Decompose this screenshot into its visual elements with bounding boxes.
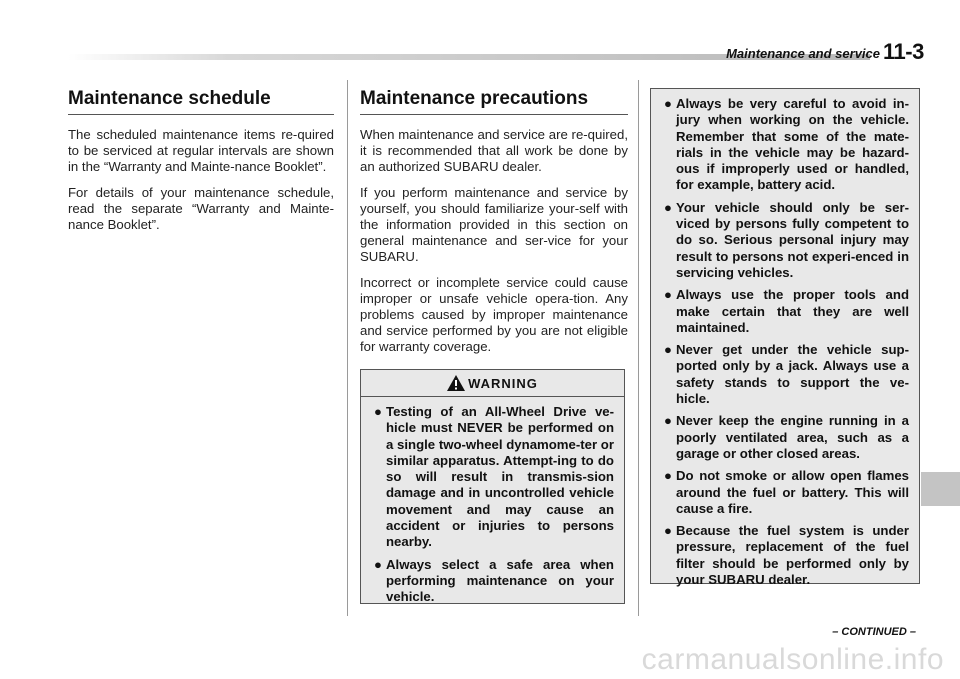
list-item-text: Always be very careful to avoid in-jury when working on the vehicle. Remember that some of the mate-rials in the vehicle may be hazard-ous if improperly used or handled, for example, battery acid. [676, 96, 909, 193]
watermark: carmanualsonline.info [641, 643, 944, 676]
warning-triangle-icon [447, 375, 465, 391]
section-heading: Maintenance precautions [360, 88, 628, 115]
warning-continued-box [650, 88, 920, 588]
bullet-icon: ● [664, 342, 672, 358]
list-item-text: Your vehicle should only be ser-viced by persons fully competent to do so. Serious personal injury may result to persons not experi-enced in servicing vehicles. [676, 199, 909, 280]
bullet-icon: ● [664, 96, 672, 111]
chapter-thumb-tab [921, 472, 960, 506]
list-item-text: Always use the proper tools and make certain that they are well maintained. [676, 287, 909, 335]
list-item-text: Never get under the vehicle sup-ported only by a jack. Always use a safety stands to support the ve-hicle. [676, 342, 909, 407]
body-paragraph: Incorrect or incomplete service could cause improper or unsafe vehicle opera-tion. Any problems caused by improper maintenance and service performed by you are not eligible for warranty coverage. [360, 274, 628, 355]
bullet-icon: ● [664, 468, 672, 484]
list-item [374, 404, 614, 551]
header-section-title: Maintenance and service [726, 46, 880, 61]
bullet-icon: ● [664, 287, 672, 303]
page-number: 11-3 [883, 39, 924, 64]
maintenance-precautions-section [360, 88, 628, 365]
list-item [374, 557, 614, 606]
bullet-icon: ● [664, 413, 672, 429]
body-paragraph: For details of your maintenance schedule, read the separate “Warranty and Mainte-nance Booklet”. [68, 184, 334, 233]
column-divider [347, 80, 348, 616]
body-paragraph: When maintenance and service are re-quired, it is recommended that all work be done by an authorized SUBARU dealer. [360, 127, 628, 175]
list-item [664, 96, 909, 194]
list-item [664, 200, 909, 281]
warning-header [361, 370, 624, 397]
body-paragraph: The scheduled maintenance items re-quired to be serviced at regular intervals are shown in the “Warranty and Mainte-nance Booklet”. [68, 127, 334, 175]
warning-label: WARNING [468, 375, 538, 391]
list-item-text: Always select a safe area when performing maintenance on your vehicle. [386, 556, 614, 605]
list-item-text: Testing of an All-Wheel Drive ve-hicle must NEVER be performed on a single two-wheel dynamome-ter or similar apparatus. Attempt-ing to do so will result in transmis-sion damage and in uncontrolled vehicle movement and may cause an accident or injuries to persons nearby. [386, 404, 614, 550]
bullet-icon: ● [374, 404, 382, 419]
warning-box [360, 369, 625, 604]
list-item-text: Do not smoke or allow open flames around the fuel or battery. This will cause a fire. [676, 468, 909, 516]
list-item [664, 413, 909, 462]
bullet-icon: ● [664, 199, 672, 215]
maintenance-schedule-section [68, 88, 334, 242]
section-heading: Maintenance schedule [68, 88, 334, 115]
list-item-text: Because the fuel system is under pressure, replacement of the fuel filter should be performed only by your SUBARU dealer. [676, 523, 909, 588]
list-item [664, 468, 909, 517]
list-item-text: Never keep the engine running in a poorly ventilated area, such as a garage or other closed areas. [676, 413, 909, 461]
column-divider [638, 80, 639, 616]
warning-list [361, 397, 624, 606]
body-paragraph: If you perform maintenance and service by yourself, you should familiarize your-self with the information provided in this section on general maintenance and ser-vice for your SUBARU. [360, 184, 628, 265]
list-item [664, 342, 909, 407]
bullet-icon: ● [374, 556, 382, 572]
list-item [664, 287, 909, 336]
continued-label: – CONTINUED – [832, 626, 916, 638]
bullet-icon: ● [664, 523, 672, 539]
list-item [664, 523, 909, 588]
